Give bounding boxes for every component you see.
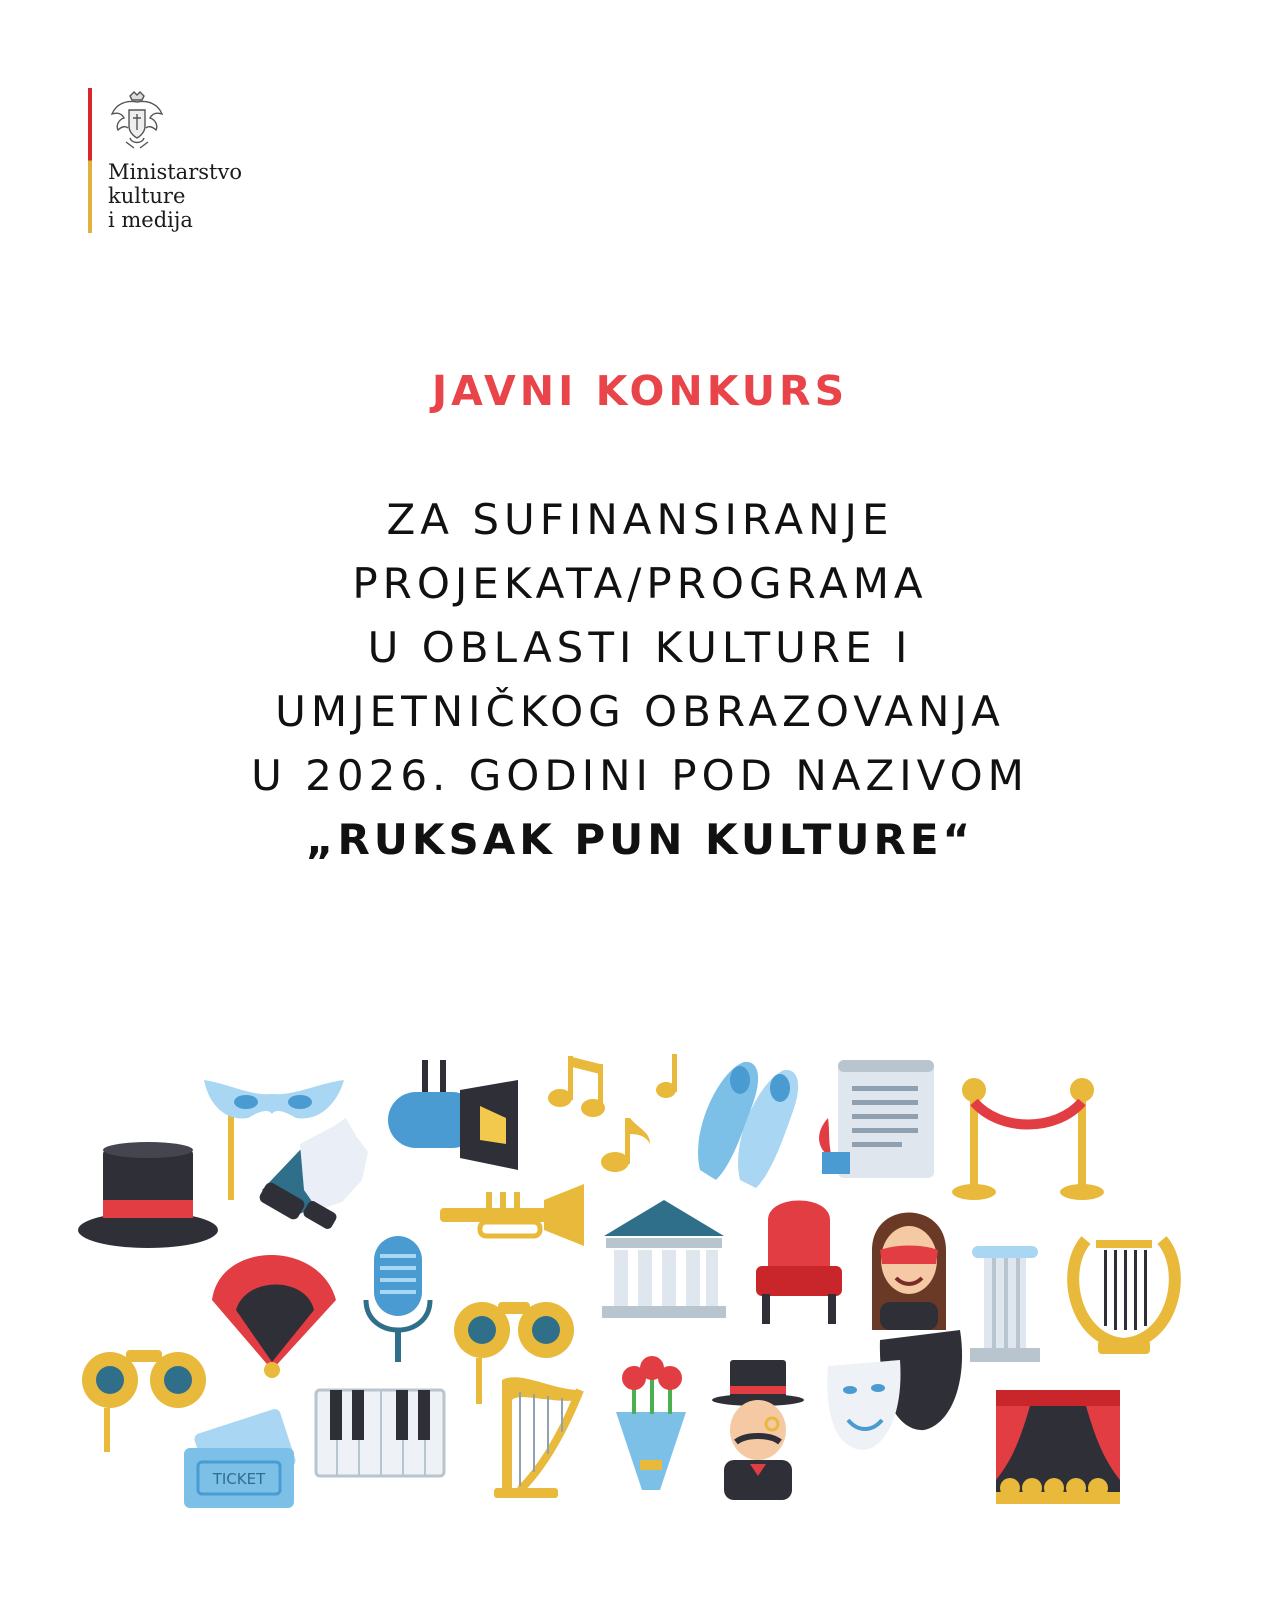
gentleman-icon: [712, 1360, 804, 1500]
lyre-icon: [1073, 1240, 1175, 1354]
museum-icon: [602, 1200, 726, 1318]
ministry-name-line-3: i medija: [108, 208, 193, 232]
gloves-icon: [257, 1118, 368, 1231]
spotlight-icon: [388, 1060, 518, 1170]
ministry-logo: [88, 88, 308, 233]
theater-seat-icon: [756, 1201, 842, 1325]
program-name: „RUKSAK PUN KULTURE“: [305, 815, 975, 864]
piano-keys-icon: [316, 1390, 444, 1476]
script-scroll-icon: [819, 1060, 934, 1178]
ballet-shoes-icon: [698, 1062, 798, 1188]
theater-stage-icon: [996, 1390, 1120, 1504]
logo-color-bar: [88, 88, 92, 233]
masked-woman-icon: [872, 1213, 946, 1331]
theater-masks-icon: [827, 1330, 962, 1450]
ministry-name-line-1: Ministarstvo: [108, 160, 242, 184]
rope-barrier-icon: [952, 1078, 1104, 1200]
ticket-icon: [184, 1408, 297, 1508]
ticket-label: TICKET: [212, 1470, 266, 1488]
headline: JAVNI KONKURS: [431, 367, 849, 415]
ministry-name-line-2: kulture: [108, 184, 186, 208]
ministry-name: [108, 160, 242, 232]
culture-icons-illustration: [0, 1040, 1280, 1580]
subtitle-line-1: ZA SUFINANSIRANJE: [386, 495, 894, 544]
harp-icon: [494, 1377, 580, 1498]
subtitle-line-3: U OBLASTI KULTURE I: [367, 623, 913, 672]
subtitle-line-4: UMJETNIČKOG OBRAZOVANJA: [275, 687, 1005, 736]
trumpet-icon: [440, 1184, 584, 1246]
subtitle-line-5: U 2026. GODINI POD NAZIVOM: [251, 751, 1029, 800]
coat-of-arms-icon: [108, 90, 166, 152]
microphone-icon: [366, 1236, 430, 1362]
column-icon: [970, 1246, 1040, 1362]
binoculars-icon: [82, 1350, 206, 1452]
subtitle: [0, 488, 1280, 872]
flower-bouquet-icon: [616, 1356, 686, 1490]
subtitle-line-2: PROJEKATA/PROGRAMA: [352, 559, 928, 608]
top-hat-icon: [78, 1142, 218, 1248]
hand-fan-icon: [212, 1255, 336, 1378]
music-notes-icon: [548, 1054, 677, 1172]
